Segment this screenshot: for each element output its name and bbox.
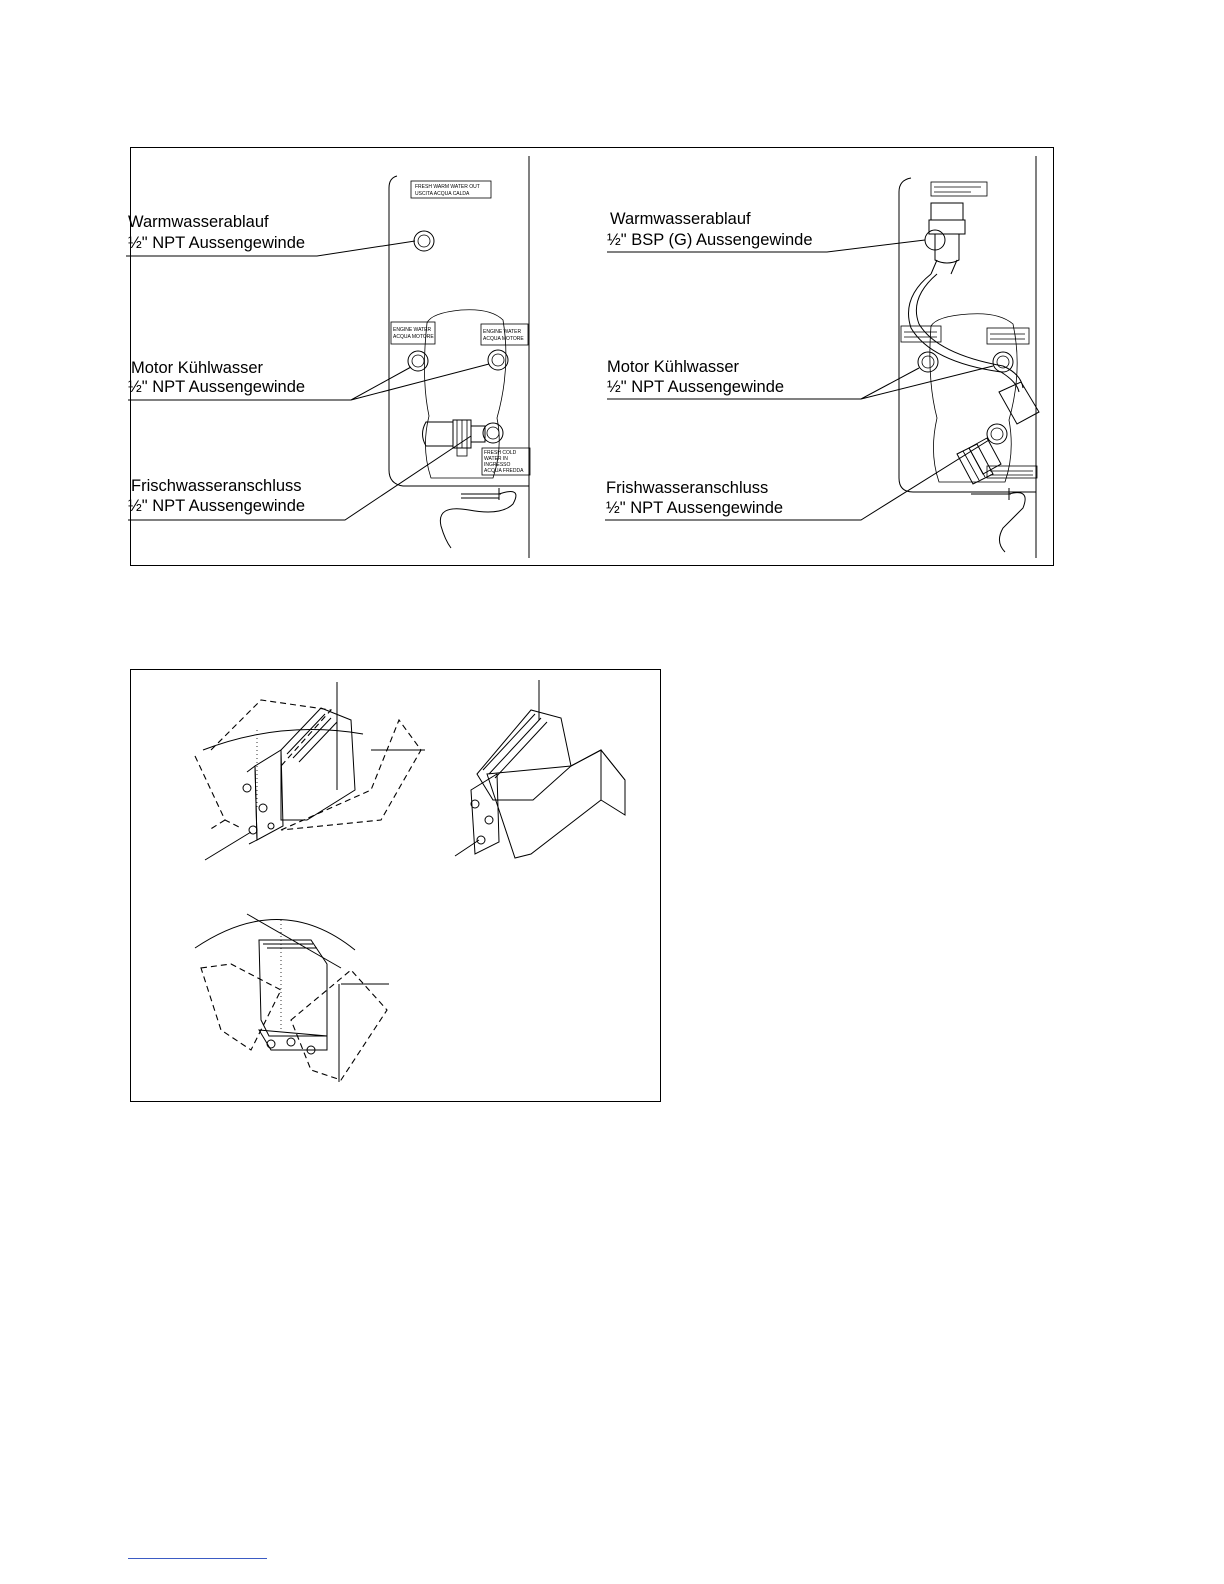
spec-warm-outlet-right: ½" BSP (G) Aussengewinde bbox=[607, 231, 813, 249]
right-engine-port-1 bbox=[918, 352, 938, 372]
svg-text:WATER IN: WATER IN bbox=[484, 456, 508, 462]
svg-text:ACQUA FREDDA: ACQUA FREDDA bbox=[484, 468, 524, 474]
right-engine-port-2 bbox=[993, 352, 1013, 372]
label-engine-water-right: Motor Kühlwasser bbox=[607, 358, 740, 376]
right-tags bbox=[901, 182, 1037, 478]
tag-engine-left bbox=[391, 322, 435, 344]
left-engine-port-2 bbox=[488, 350, 508, 370]
left-warm-outlet-port bbox=[414, 231, 434, 251]
right-drain-tube bbox=[971, 488, 1025, 552]
svg-text:USCITA ACQUA CALDA: USCITA ACQUA CALDA bbox=[415, 191, 470, 197]
label-engine-water-left: Motor Kühlwasser bbox=[131, 359, 264, 377]
svg-text:ACQUA MOTORE: ACQUA MOTORE bbox=[483, 336, 524, 342]
left-drain-tube bbox=[440, 488, 516, 548]
tag-cold-in bbox=[482, 448, 530, 475]
spec-fresh-inlet-right: ½" NPT Aussengewinde bbox=[606, 499, 784, 517]
svg-text:INGRESSO: INGRESSO bbox=[484, 462, 511, 468]
svg-text:ACQUA MOTORE: ACQUA MOTORE bbox=[393, 334, 434, 340]
rotated-mount-view bbox=[195, 914, 389, 1082]
tag-warm-out-left bbox=[411, 181, 491, 198]
connections-drawing bbox=[128, 148, 1055, 567]
footer-link-rule bbox=[128, 1558, 267, 1559]
svg-text:FRESH WARM WATER OUT: FRESH WARM WATER OUT bbox=[415, 184, 480, 190]
label-warm-outlet-left: Warmwasserablauf bbox=[128, 213, 269, 231]
svg-text:ENGINE WATER: ENGINE WATER bbox=[393, 327, 432, 333]
right-cold-inlet-fitting bbox=[957, 382, 1039, 484]
mounting-orientations-figure bbox=[130, 669, 661, 1102]
label-fresh-inlet-left: Frischwasseranschluss bbox=[131, 477, 302, 495]
label-fresh-inlet-right: Frishwasseranschluss bbox=[606, 479, 769, 497]
tilted-mount-view bbox=[195, 682, 425, 860]
left-engine-port-1 bbox=[408, 351, 428, 371]
label-warm-outlet-right: Warmwasserablauf bbox=[610, 210, 751, 228]
right-warm-outlet-fitting bbox=[909, 203, 1024, 392]
spec-engine-water-left: ½" NPT Aussengewinde bbox=[128, 378, 306, 396]
wedge-mount-view bbox=[455, 680, 625, 858]
svg-text:FRESH COLD: FRESH COLD bbox=[484, 450, 517, 456]
spec-fresh-inlet-left: ½" NPT Aussengewinde bbox=[128, 497, 306, 515]
spec-warm-outlet-left: ½" NPT Aussengewinde bbox=[128, 234, 306, 252]
tag-engine-right bbox=[481, 324, 528, 345]
mounting-drawing bbox=[131, 670, 662, 1103]
spec-engine-water-right: ½" NPT Aussengewinde bbox=[607, 378, 785, 396]
connections-figure bbox=[130, 147, 1054, 566]
svg-text:ENGINE WATER: ENGINE WATER bbox=[483, 329, 522, 335]
